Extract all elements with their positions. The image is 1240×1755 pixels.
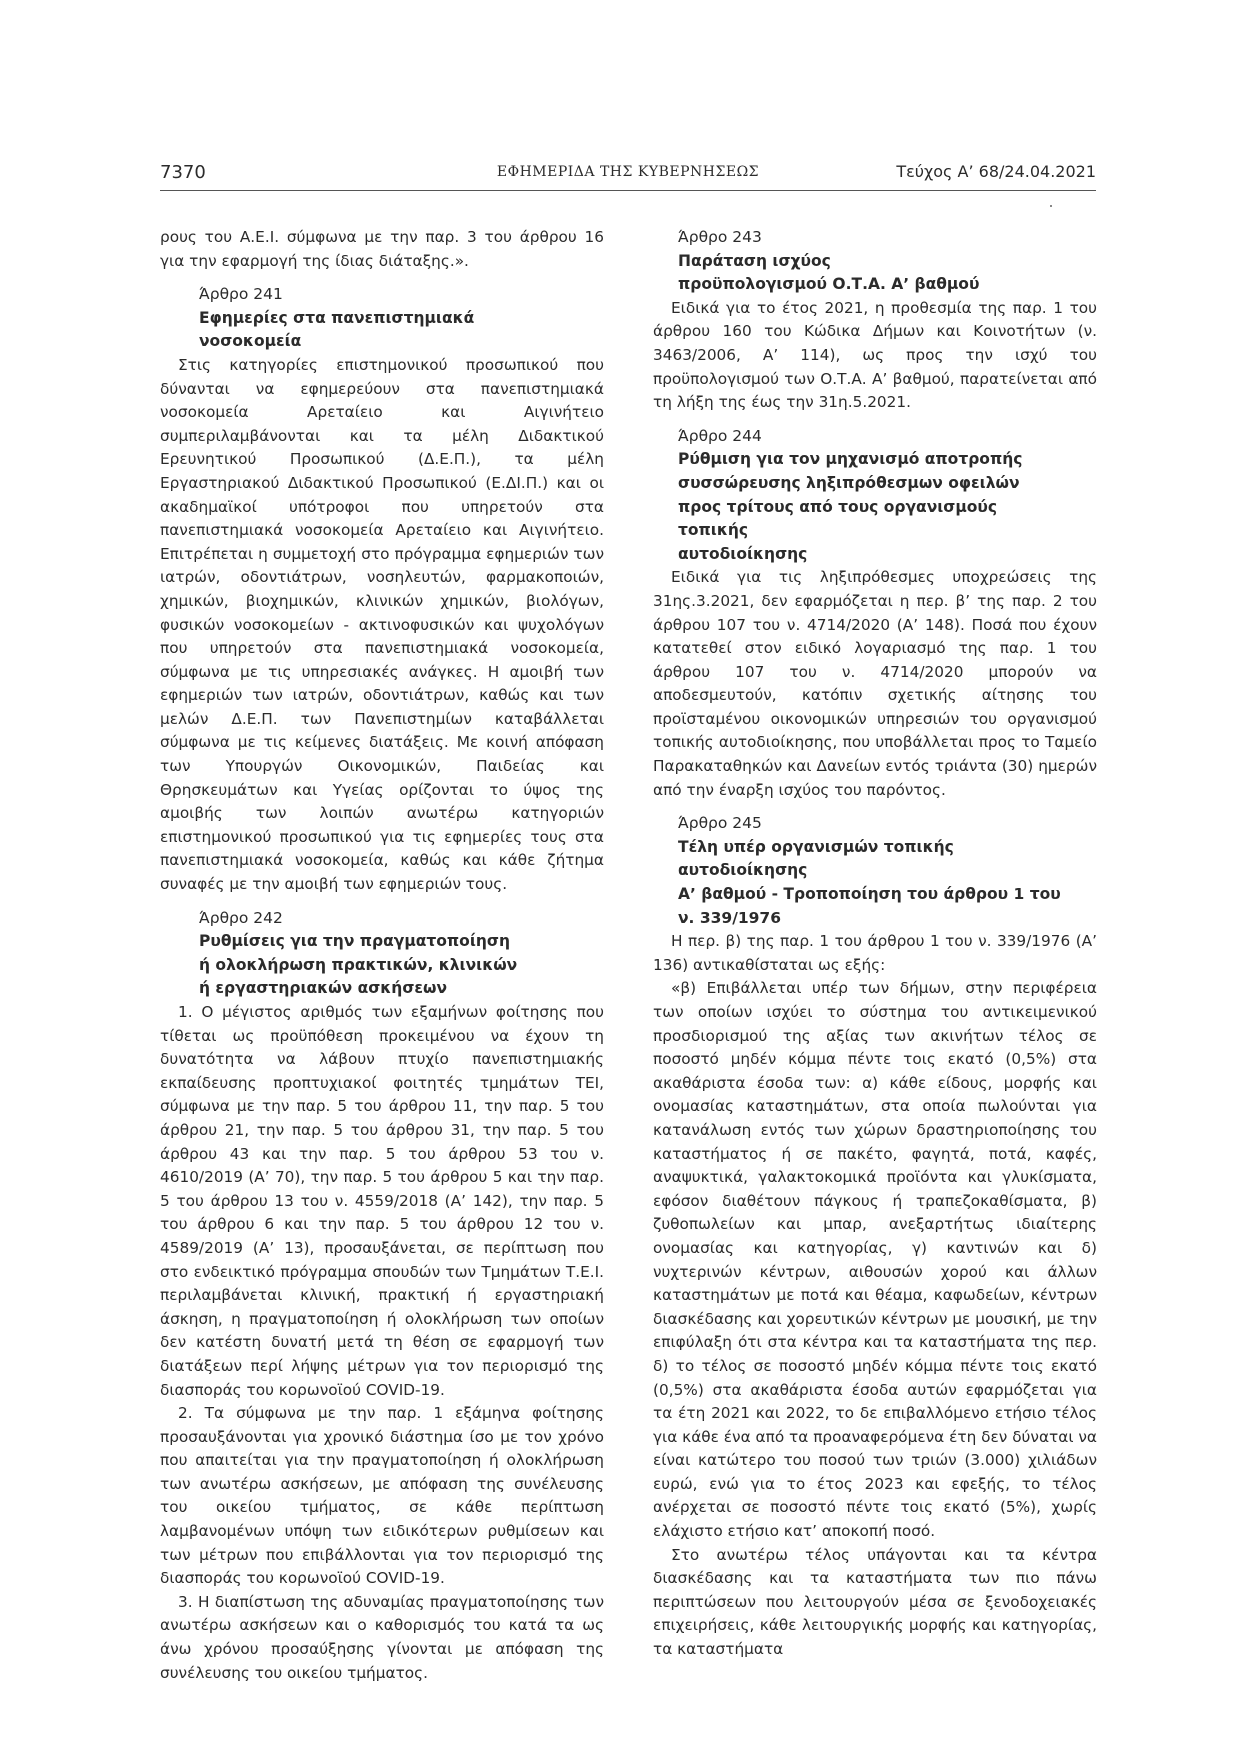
left-column	[160, 226, 604, 1685]
article-title	[653, 836, 1097, 930]
article-number: Άρθρο 243	[678, 228, 762, 246]
article-title-line: Παράταση ισχύος	[678, 251, 831, 270]
article-title-line: συσσώρευσης ληξιπρόθεσμων οφειλών	[678, 473, 1020, 492]
article-title-line: Ρυθμίσεις για την πραγματοποίηση	[199, 932, 511, 951]
article-number: Άρθρο 242	[199, 908, 283, 927]
article-number: Άρθρο 244	[678, 426, 762, 445]
article-title	[653, 250, 1097, 297]
article-paragraph: 2. Τα σύμφωνα με την παρ. 1 εξάμηνα φοίτησης προσαυξάνονται για χρονικό διάστημα ίσο με τον χρόνο που απαιτείται για την πραγματοποίηση ή ολοκλήρωση των ανωτέρω ασκήσεων, με απόφαση της συνέλευσης του οικείου τμήματος, σε κάθε περίπτωση λαμβανομένων υπόψη των ειδικότερων ρυθμίσεων και των μέτρων που επιβάλλονται για τον περιορισμό της διασποράς του κορωνοϊού COVID-19.	[160, 1404, 604, 1588]
article-number: Άρθρο 245	[678, 814, 762, 833]
article-title-line: Τέλη υπέρ οργανισμών τοπικής αυτοδιοίκησης	[678, 837, 954, 880]
continuation-text: ρους του Α.Ε.Ι. σύμφωνα με την παρ. 3 του άρθρου 16 για την εφαρμογή της ίδιας διάταξης.».	[160, 228, 604, 270]
article-paragraph: Στις κατηγορίες επιστημονικού προσωπικού που δύνανται να εφημερεύουν στα πανεπιστημιακά νοσοκομεία Αρεταίειο και Αιγινήτειο συμπεριλαμβάνονται και τα μέλη Διδακτικού Ερευνητικού Προσωπικού (Δ.Ε.Π.), τα μέλη Εργαστηριακού Διδακτικού Προσωπικού (Ε.ΔΙ.Π.) και οι ακαδημαϊκοί υπότροφοι που υπηρετούν στα πανεπιστημιακά νοσοκομεία Αρεταίειο και Αιγινήτειο. Επιτρέπεται η συμμετοχή στο πρόγραμμα εφημεριών των ιατρών, οδοντιάτρων, νοσηλευτών, φαρμακοποιών, χημικών, βιοχημικών, κλινικών χημικών, βιολόγων, φυσικών νοσοκομείων - ακτινοφυσικών και ψυχολόγων που υπηρετούν στα πανεπιστημιακά νοσοκομεία, σύμφωνα με τις υπηρεσιακές ανάγκες. Η αμοιβή των εφημεριών των ιατρών, οδοντιάτρων, καθώς και των μελών Δ.Ε.Π. των Πανεπιστημίων καταβάλλεται σύμφωνα με τις κείμενες διατάξεις. Με κοινή απόφαση των Υπουργών Οικονομικών, Παιδείας και Θρησκευμάτων και Υγείας ορίζονται το ύψος της αμοιβής των λοιπών ανωτέρω κατηγοριών επιστημονικού προσωπικού για τις εφημερίες τους στα πανεπιστημιακά νοσοκομεία, καθώς και κάθε ζήτημα συναφές με την αμοιβή των εφημεριών τους.	[160, 355, 604, 894]
article-title	[160, 930, 604, 1001]
article-245	[653, 812, 1097, 1661]
header-divider	[160, 190, 1096, 191]
article-title-line: προς τρίτους από τους οργανισμούς τοπικής	[678, 497, 998, 540]
article-paragraph: Ειδικά για το έτος 2021, η προθεσμία της παρ. 1 του άρθρου 160 του Κώδικα Δήμων και Κοινοτήτων (ν. 3463/2006, Α’ 114), ως προς την ισχύ του προϋπολογισμού των Ο.Τ.Α. Α’ βαθμού, παρατείνεται από τη λήξη της έως την 31η.5.2021.	[653, 298, 1097, 412]
article-title-line: αυτοδιοίκησης	[678, 544, 808, 563]
gazette-title: ΕΦΗΜΕΡΙΔΑ ΤΗΣ ΚΥΒΕΡΝΗΣΕΩΣ	[496, 164, 760, 180]
page-number: 7370	[160, 162, 206, 183]
article-paragraph: Ειδικά για τις ληξιπρόθεσμες υποχρεώσεις της 31ης.3.2021, δεν εφαρμόζεται η περ. β’ της παρ. 2 του άρθρου 107 του ν. 4714/2020 (Α’ 148). Ποσά που έχουν κατατεθεί στον ειδικό λογαριασμό της παρ. 1 του άρθρου 107 του ν. 4714/2020 μπορούν να αποδεσμευτούν, κατόπιν σχετικής αίτησης του προϊσταμένου οικονομικών υπηρεσιών του οργανισμού τοπικής αυτοδιοίκησης, που υποβάλλεται προς το Ταμείο Παρακαταθηκών και Δανείων εντός τριάντα (30) ημερών από την έναρξη ισχύος του παρόντος.	[653, 568, 1097, 799]
article-title-line: ή εργαστηριακών ασκήσεων	[199, 979, 448, 998]
scan-speck	[1050, 205, 1052, 207]
article-title-line: ν. 339/1976	[678, 908, 781, 927]
article-243	[653, 226, 1097, 415]
article-title	[653, 448, 1097, 566]
article-paragraph: 1. Ο μέγιστος αριθμός των εξαμήνων φοίτησης που τίθεται ως προϋπόθεση προκειμένου να έχουν τη δυνατότητα να λάβουν πτυχίο πανεπιστημιακής εκπαίδευσης προπτυχιακοί φοιτητές τμημάτων ΤΕΙ, σύμφωνα με την παρ. 5 του άρθρου 11, την παρ. 5 του άρθρου 21, την παρ. 5 του άρθρου 31, την παρ. 5 του άρθρου 43 και την παρ. 5 του άρθρου 53 του ν. 4610/2019 (Α’ 70), την παρ. 5 του άρθρου 5 και την παρ. 5 του άρθρου 13 του ν. 4559/2018 (Α’ 142), την παρ. 5 του άρθρου 6 και την παρ. 5 του άρθρου 12 του ν. 4589/2019 (Α’ 13), προσαυξάνεται, σε περίπτωση που στο ενδεικτικό πρόγραμμα σπουδών των Τμημάτων Τ.Ε.Ι. περιλαμβάνεται κλινική, πρακτική ή εργαστηριακή άσκηση, η πραγματοποίηση ή ολοκλήρωση των οποίων δεν κατέστη δυνατή μετά τη θέση σε εφαρμογή των διατάξεων περί λήψης μέτρων για τον περιορισμό της διασποράς του κορωνοϊού COVID-19.	[160, 1003, 604, 1399]
article-title-line: Ρύθμιση για τον μηχανισμό αποτροπής	[678, 450, 1023, 469]
article-number: Άρθρο 241	[199, 285, 283, 304]
article-paragraph: 3. Η διαπίστωση της αδυναμίας πραγματοποίησης των ανωτέρω ασκήσεων και ο καθορισμός του κατά τα ως άνω χρόνου προσαύξησης γίνονται με απόφαση της συνέλευσης του οικείου τμήματος.	[160, 1592, 604, 1682]
article-title	[160, 307, 604, 354]
article-title-line: προϋπολογισμού Ο.Τ.Α. Α’ βαθμού	[678, 275, 980, 294]
article-paragraph: «β) Επιβάλλεται υπέρ των δήμων, στην περιφέρεια των οποίων ισχύει το σύστημα του αντικειμενικού προσδιορισμού της αξίας των ακινήτων τέλος σε ποσοστό μηδέν κόμμα πέντε τοις εκατό (0,5%) στα ακαθάριστα έσοδα των: α) κάθε είδους, μορφής και ονομασίας καταστημάτων, στα οποία πωλούνται για κατανάλωση εντός των χώρων δραστηριοποίησης του καταστήματος ή σε πακέτο, φαγητά, ποτά, καφές, αναψυκτικά, γαλακτοκομικά προϊόντα και γλυκίσματα, εφόσον διαθέτουν πάγκους ή τραπεζοκαθίσματα, β) ζυθοπωλείων και μπαρ, ανεξαρτήτως ιδιαίτερης ονομασίας και κατηγορίας, γ) καντινών και δ) νυχτερινών κέντρων, αιθουσών χορού και άλλων καταστημάτων με ποτά και θέαμα, καφωδείων, κέντρων διασκέδασης και χορευτικών κέντρων με μουσική, με την επιφύλαξη ότι στα κέντρα και τα καταστήματα της περ. δ) το τέλος σε ποσοστό μηδέν κόμμα πέντε τοις εκατό (0,5%) στα ακαθάριστα έσοδα αυτών εφαρμόζεται για τα έτη 2021 και 2022, το δε επιβαλλόμενο ετήσιο τέλος για κάθε ένα από τα προαναφερόμενα έτη δεν δύναται να είναι κατώτερο του ποσού των τριών (3.000) χιλιάδων ευρώ, ενώ για το έτος 2023 και εφεξής, το τέλος ανέρχεται σε ποσοστό πέντε τοις εκατό (5%), χωρίς ελάχιστο ετήσιο κατ’ αποκοπή ποσό.	[653, 979, 1097, 1541]
right-column	[653, 226, 1097, 1662]
page-header	[160, 162, 1096, 188]
article-paragraph: Η περ. β) της παρ. 1 του άρθρου 1 του ν. 339/1976 (Α’ 136) αντικαθίσταται ως εξής:	[653, 932, 1097, 974]
article-title-line: Εφημερίες στα πανεπιστημιακά νοσοκομεία	[199, 308, 475, 351]
article-244	[653, 425, 1097, 803]
article-title-line: Α’ βαθμού - Τροποποίηση του άρθρου 1 του	[678, 885, 1061, 904]
article-241	[160, 283, 604, 896]
article-paragraph: Στο ανωτέρω τέλος υπάγονται και τα κέντρα διασκέδασης και τα καταστήματα των πιο πάνω περιπτώσεων που λειτουργούν μέσα σε ξενοδοχειακές επιχειρήσεις, κάθε λειτουργικής μορφής και κατηγορίας, τα καταστήματα	[653, 1545, 1097, 1659]
issue-reference: Τεύχος A’ 68/24.04.2021	[896, 162, 1096, 181]
article-title-line: ή ολοκλήρωση πρακτικών, κλινικών	[199, 955, 518, 974]
article-242	[160, 907, 604, 1686]
